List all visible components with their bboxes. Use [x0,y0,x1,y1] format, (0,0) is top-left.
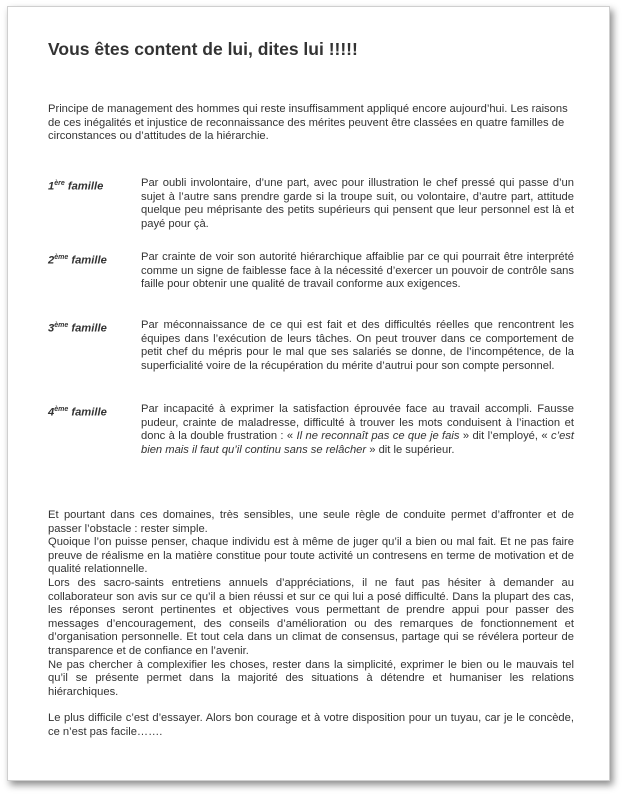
body-paragraph-2: Quoique l’on puisse penser, chaque individu est à même de juger qu’il a bien ou mal fait. Et ne pas faire preuve de réalisme en la matière constitue pour toute activité un contresens en terme de motivation et de qualité relationnelle. [48,536,574,576]
family-3-text: Par méconnaissance de ce qui est fait et des difficultés réelles que rencontrent les équipes dans l’exécution de leurs tâches. On peut trouver dans ce comportement de petit chef du mépris pour le mal que ses salariés se donne, de l’incompétence, de la superficialité voire de la récupération du mérite d’autrui pour son compte personnel. [141,319,574,372]
family-1 [48,177,574,231]
family-3 [48,319,574,373]
family-2 [48,251,574,292]
body-paragraph-3: Lors des sacro-saints entretiens annuels d’appréciations, il ne faut pas hésiter à demander au collaborateur son avis sur ce qu’il a bien réussi et sur ce qui lui a posé difficulté. Dans la plupart des cas, les réponses seront pertinentes et objectives vous permettant de prendre appui pour passer des messages d’encouragement, des conseils d’amélioration ou des remarques de fonctionnement et d’organisation personnelle. Et tout cela dans un climat de consensus, partage qui se révélera porteur de transparence et de confiance en l’avenir. [48,576,574,657]
family-1-label: 1ère famille [48,180,104,193]
family-4-text: Par incapacité à exprimer la satisfaction éprouvée face au travail accompli. Fausse pudeur, crainte de maladresse, difficulté à trouver les mots conduisent à l’inaction et donc à la double frustration : « Il ne reconnaît pas ce que je fais » dit l’employé, « c’est bien mais il faut qu’il continu sans se relâcher » dit le supérieur. [141,403,574,456]
employee-quote: Il ne reconnaît pas ce que je fais [296,430,460,443]
family-4 [48,403,574,457]
superior-quote: c’est bien mais il faut qu’il continu sans se relâcher [141,430,574,456]
body-paragraph-1: Et pourtant dans ces domaines, très sensibles, une seule règle de conduite permet d’affronter et de passer l’obstacle : rester simple. [48,509,574,535]
family-4-label: 4ème famille [48,406,107,419]
document-page [7,6,610,781]
family-2-text: Par crainte de voir son autorité hiérarchique affaiblie par ce qui pourrait être interprété comme un signe de faiblesse face à la nécessité d’exercer un pouvoir de contrôle sans faille pour obtenir une qualité de travail conforme aux exigences. [141,251,574,291]
document-title: Vous êtes content de lui, dites lui !!!!! [48,39,358,59]
body-paragraph-4: Ne pas chercher à complexifier les choses, rester dans la simplicité, exprimer le bien ou le mauvais tel qu’il se présente permet dans la majorité des situations à détendre et humaniser les relations hiérarchiques. [48,658,574,698]
family-1-text: Par oubli involontaire, d’une part, avec pour illustration le chef pressé qui passe d’un sujet à l’autre sans prendre garde si la troupe suit, ou volontaire, d’autre part, attitude quelque peu méprisante des petits supérieurs qui pensent que leur personnel est là et payé pour çà. [141,177,574,230]
body-text [48,509,574,740]
intro-paragraph: Principe de management des hommes qui reste insuffisamment appliqué encore aujourd’hui. Les raisons de ces inégalités et injustice de reconnaissance des mérites peuvent être classées en quatre familles de circonstances ou d’attitudes de la hiérarchie. [48,103,568,143]
closing-paragraph: Le plus difficile c’est d’essayer. Alors bon courage et à votre disposition pour un tuyau, car je le concède, ce n’est pas facile……. [48,712,574,738]
family-3-label: 3ème famille [48,322,107,335]
family-2-label: 2ème famille [48,254,107,267]
